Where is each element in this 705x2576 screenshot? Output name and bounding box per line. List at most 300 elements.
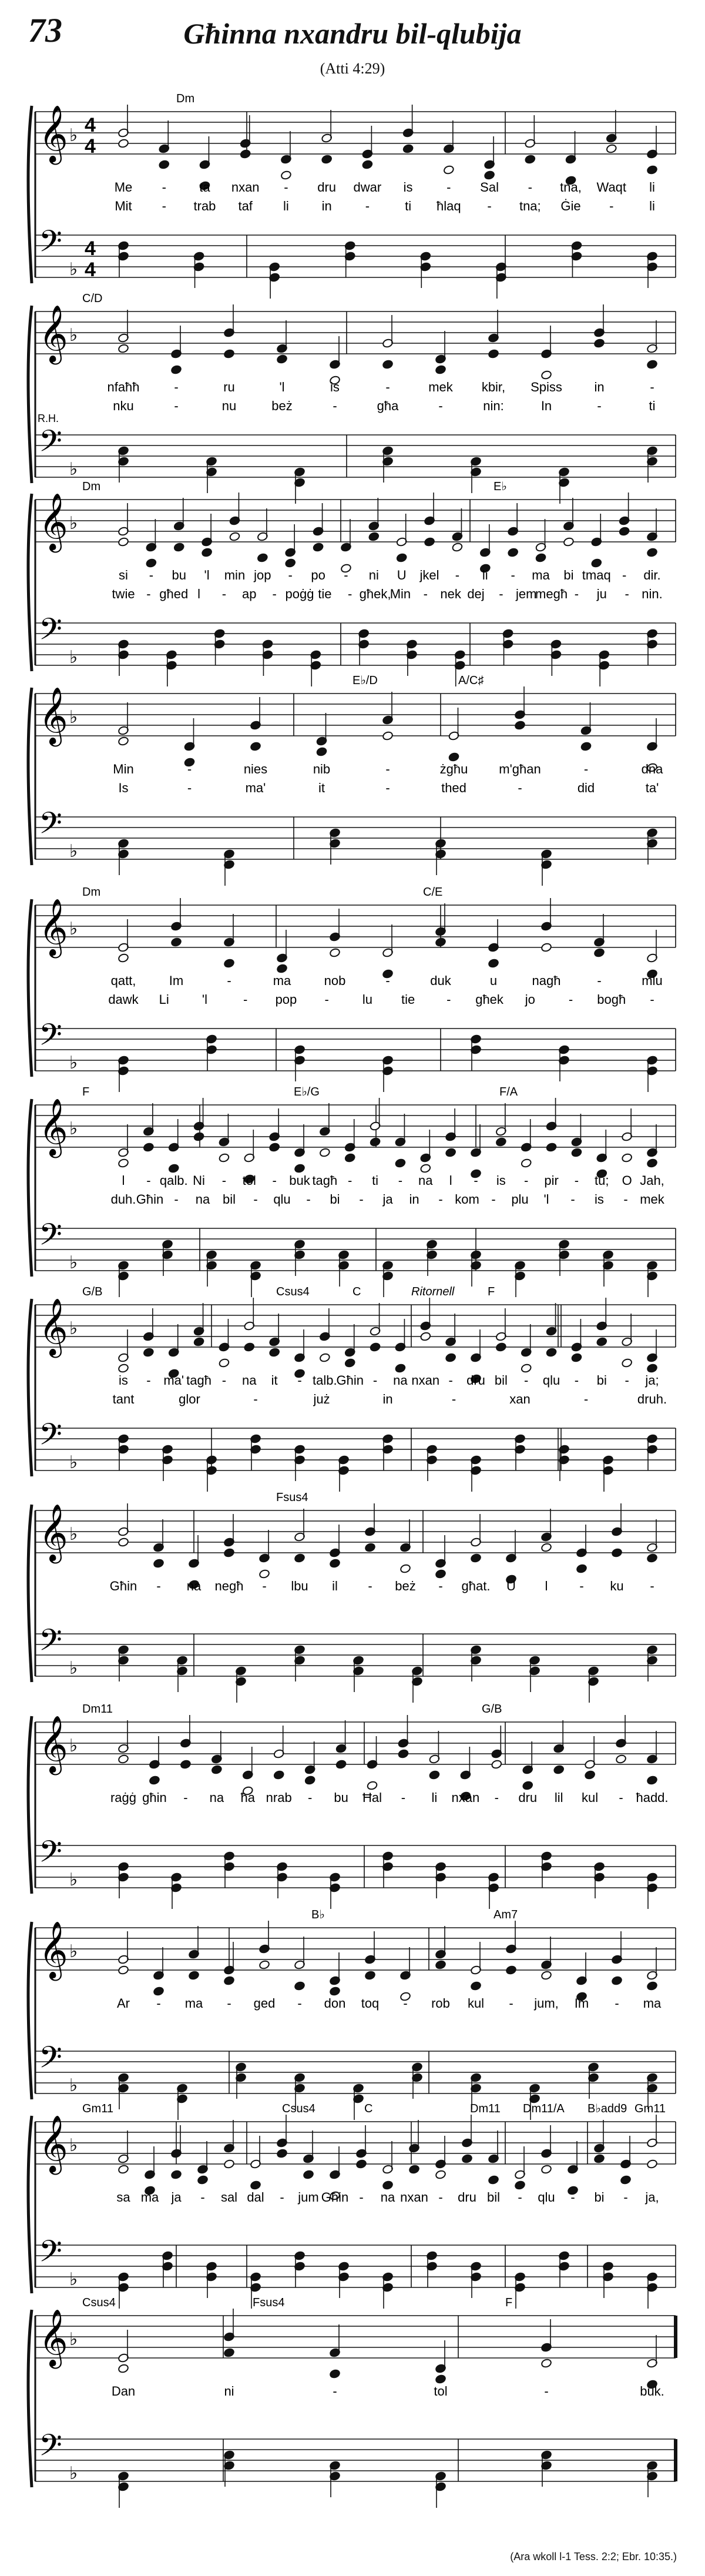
lyric-syllable-verse1: kul	[467, 1996, 485, 2011]
lyric-syllable-verse1: nib	[313, 762, 331, 776]
note-head	[223, 2159, 234, 2169]
system-brace	[28, 1299, 32, 1476]
lyric-syllable-verse1: -	[597, 973, 602, 988]
lyric-syllable-verse2: Għin	[136, 1192, 164, 1207]
lyric-syllable-verse1: -	[625, 1373, 629, 1388]
lyric-syllable-verse1: Spiss	[531, 380, 562, 394]
lyric-syllable-verse1: U	[506, 1579, 516, 1593]
system	[28, 674, 676, 886]
lyric-syllable-verse1: -	[570, 2190, 575, 2205]
note-head	[553, 1765, 565, 1775]
note-head	[435, 365, 446, 375]
lyric-syllable-verse1: qatt,	[110, 973, 136, 988]
note-head	[304, 1776, 315, 1786]
note-head	[611, 1976, 622, 1986]
note-head	[118, 1965, 129, 1975]
lyric-syllable-verse2: Is	[118, 780, 129, 795]
lyric-syllable-verse1: na	[418, 1173, 433, 1188]
lyric-syllable-verse1: -	[619, 1790, 623, 1805]
lyric-syllable-verse2: plu	[511, 1192, 529, 1207]
chord-symbol: Dm	[82, 886, 101, 899]
lyric-syllable-verse1: -	[227, 1996, 231, 2011]
lyric-syllable-verse1: tagħ	[186, 1373, 212, 1388]
lyric-syllable-verse1: Ħal	[362, 1790, 382, 1805]
key-signature-flat: ♭	[69, 1659, 78, 1678]
lyric-syllable-verse2: li	[283, 199, 289, 213]
lyric-syllable-verse1: na	[209, 1790, 224, 1805]
bass-clef: 𝄢	[39, 2235, 62, 2276]
lyric-syllable-verse1: na	[393, 1373, 408, 1388]
system-brace	[28, 899, 32, 1077]
scripture-reference: (Atti 4:29)	[320, 60, 385, 77]
note-head	[452, 542, 463, 552]
note-head	[488, 349, 499, 359]
system	[28, 1491, 676, 1703]
note-head	[329, 1987, 340, 1997]
lyric-syllable-verse1: għin	[142, 1790, 167, 1805]
note-head	[370, 1342, 381, 1352]
lyric-syllable-verse2: -	[583, 1392, 589, 1406]
note-head	[546, 1143, 557, 1153]
lyric-syllable-verse1: li	[649, 180, 655, 195]
note-head	[329, 1559, 340, 1569]
lyric-syllable-verse2: druh.	[637, 1392, 667, 1406]
lyric-syllable-verse2: -	[324, 992, 329, 1007]
lyric-syllable-verse1: kul	[582, 1790, 599, 1805]
note-head	[571, 1353, 582, 1363]
system	[28, 1908, 676, 2120]
note-head	[606, 144, 617, 154]
lyric-syllable-verse1: Min	[113, 762, 134, 776]
lyric-syllable-verse2: megħ	[535, 587, 568, 601]
lyric-syllable-verse1: po	[311, 568, 325, 582]
note-head	[448, 752, 459, 762]
lyric-syllable-verse1: sa	[116, 2190, 130, 2205]
lyric-syllable-verse1: -	[524, 1173, 529, 1188]
note-head	[269, 1348, 280, 1358]
chord-symbol: C	[364, 2102, 373, 2115]
chord-symbol: Dm	[176, 92, 195, 105]
lyric-syllable-verse1: rob	[431, 1996, 450, 2011]
note-head	[546, 1348, 557, 1358]
lyric-syllable-verse1: Ni	[193, 1173, 205, 1188]
key-signature-flat: ♭	[69, 514, 78, 533]
lyric-syllable-verse2: -	[487, 199, 492, 213]
note-head	[319, 1353, 330, 1363]
note-head	[118, 1537, 129, 1547]
time-signature-top: 4	[85, 114, 96, 136]
note-head	[240, 149, 251, 159]
lyric-syllable-verse2: xan	[509, 1392, 531, 1406]
lyric-syllable-verse1: -	[385, 380, 390, 394]
treble-clef: 𝄞	[39, 494, 68, 549]
treble-clef: 𝄞	[39, 2116, 68, 2171]
lyric-syllable-verse1: Im	[574, 1996, 589, 2011]
lyric-syllable-verse1: Għin	[336, 1373, 364, 1388]
system	[28, 2102, 676, 2309]
lyric-syllable-verse2: -	[518, 780, 522, 795]
lyric-syllable-verse1: -	[284, 180, 288, 195]
lyric-syllable-verse1: ma	[273, 973, 291, 988]
lyric-syllable-verse1: 'l	[279, 380, 285, 394]
lyric-syllable-verse1: ni	[368, 568, 379, 582]
lyric-syllable-verse1: -	[221, 1173, 227, 1188]
note-head	[593, 339, 605, 349]
lyric-syllable-verse2: in	[382, 1392, 393, 1406]
lyric-syllable-verse1: qalb.	[159, 1173, 188, 1188]
lyric-syllable-verse2: tie	[318, 587, 332, 601]
lyric-syllable-verse2: tna;	[519, 199, 541, 213]
lyric-syllable-verse1: is	[330, 380, 340, 394]
chord-symbol: A/C♯	[458, 674, 484, 687]
lyric-syllable-verse2: -	[623, 1192, 628, 1207]
note-head	[445, 1353, 456, 1363]
note-head	[170, 2170, 182, 2180]
note-head	[596, 1337, 607, 1347]
lyric-syllable-verse1: buk.	[640, 2384, 664, 2399]
note-head	[329, 948, 340, 958]
lyric-syllable-verse2: ap	[242, 587, 257, 601]
system-brace	[28, 494, 32, 671]
note-head	[408, 2165, 419, 2175]
lyric-syllable-verse1: ma	[140, 2190, 159, 2205]
bass-clef: 𝄢	[39, 1418, 62, 1459]
chord-symbol: E♭/D	[352, 674, 378, 687]
chord-symbol: Gm11	[82, 2102, 113, 2115]
note-head	[364, 1971, 375, 1981]
lyric-syllable-verse1: li	[431, 1790, 438, 1805]
note-head	[488, 2175, 499, 2185]
lyric-syllable-verse2: ta'	[645, 780, 659, 795]
note-head	[488, 959, 499, 969]
lyric-syllable-verse1: dru	[466, 1373, 485, 1388]
lyric-syllable-verse1: -	[398, 1173, 403, 1188]
chord-symbol: Dm11	[470, 2102, 501, 2115]
lyric-syllable-verse1: beż	[395, 1579, 416, 1593]
lyric-syllable-verse2: in	[321, 199, 332, 213]
note-head	[118, 344, 129, 354]
lyric-syllable-verse1: -	[280, 2190, 284, 2205]
note-head	[514, 721, 525, 731]
lyric-syllable-verse1: raġġ	[110, 1790, 137, 1805]
lyric-syllable-verse2: już	[313, 1392, 330, 1406]
lyric-syllable-verse2: 'l	[543, 1192, 549, 1207]
lyric-syllable-verse2: jem	[515, 587, 537, 601]
bass-clef: 𝄢	[39, 613, 62, 654]
lyric-syllable-verse1: -	[385, 762, 390, 776]
note-head	[149, 1776, 160, 1786]
key-signature-flat: ♭	[69, 2076, 78, 2095]
chord-symbol: C/D	[82, 292, 103, 305]
note-head	[367, 1781, 378, 1791]
system	[28, 1285, 676, 1492]
lyric-syllable-verse2: għek,	[359, 587, 391, 601]
note-head	[258, 1960, 270, 1970]
note-head	[435, 1569, 446, 1579]
lyric-syllable-verse1: ma'	[163, 1373, 184, 1388]
lyric-syllable-verse2: jo	[525, 992, 535, 1007]
lyric-syllable-verse1: dru	[317, 180, 337, 195]
lyric-syllable-verse2: ħlaq	[437, 199, 461, 213]
note-head	[173, 542, 184, 552]
lyric-syllable-verse2: in	[409, 1192, 419, 1207]
key-signature-flat: ♭	[69, 2136, 78, 2155]
lyric-syllable-verse1: ma	[643, 1996, 662, 2011]
key-signature-flat: ♭	[69, 1736, 78, 1756]
note-head	[257, 553, 268, 563]
lyric-syllable-verse2: poġġ	[285, 587, 314, 601]
note-head	[646, 2159, 657, 2169]
lyric-syllable-verse1: tna,	[560, 180, 582, 195]
note-head	[395, 1158, 406, 1168]
note-head	[118, 953, 129, 963]
note-head	[576, 1564, 587, 1574]
note-head	[316, 747, 327, 757]
lyric-syllable-verse1: nxan	[451, 1790, 480, 1805]
note-head	[622, 1358, 633, 1368]
lyric-syllable-verse2: dej	[467, 587, 485, 601]
note-head	[269, 1143, 280, 1153]
lyric-syllable-verse2: -	[568, 992, 573, 1007]
lyric-syllable-verse1: -	[149, 568, 154, 582]
note-head	[491, 1760, 502, 1770]
lyric-syllable-verse1: -	[288, 568, 293, 582]
lyric-syllable-verse1: dru	[458, 2190, 476, 2205]
lyric-syllable-verse2: -	[306, 1192, 311, 1207]
lyric-syllable-verse2: -	[272, 587, 277, 601]
note-head	[445, 1148, 456, 1158]
note-head	[143, 1143, 154, 1153]
lyric-syllable-verse1: duk	[430, 973, 451, 988]
lyric-syllable-verse2: nku	[113, 398, 134, 413]
lyric-syllable-verse2: duh.	[110, 1192, 136, 1207]
note-head	[223, 2348, 234, 2358]
lyric-syllable-verse2: taf	[238, 199, 253, 213]
system-brace	[28, 2116, 32, 2293]
system	[28, 1086, 676, 1297]
lyric-syllable-verse1: na	[242, 1373, 257, 1388]
chord-symbol: E♭	[494, 480, 507, 493]
note-head	[435, 937, 446, 947]
lyric-syllable-verse1: -	[385, 973, 390, 988]
note-head	[197, 2175, 208, 2185]
note-head	[364, 1543, 375, 1553]
note-head	[593, 948, 605, 958]
lyric-syllable-verse1: Għin	[321, 2190, 349, 2205]
lyric-syllable-verse2: għa	[377, 398, 399, 413]
lyric-syllable-verse2: thed	[441, 780, 466, 795]
note-head	[170, 365, 182, 375]
lyric-syllable-verse1: O	[622, 1173, 632, 1188]
note-head	[219, 1153, 230, 1163]
note-head	[250, 742, 261, 752]
note-head	[429, 1770, 440, 1780]
lyric-syllable-verse1: -	[403, 1996, 408, 2011]
lyric-syllable-verse2: -	[609, 199, 614, 213]
treble-clef: 𝄞	[39, 1716, 68, 1771]
lyric-syllable-verse1: -	[518, 2190, 522, 2205]
note-head	[319, 1148, 330, 1158]
lyric-syllable-verse2: bogħ	[597, 992, 626, 1007]
note-head	[329, 2369, 340, 2379]
note-head	[276, 964, 287, 974]
lyric-syllable-verse2: -	[348, 587, 352, 601]
lyric-syllable-verse2: ti	[405, 199, 412, 213]
lyric-syllable-verse2: nin:	[483, 398, 504, 413]
lyric-syllable-verse2: is	[595, 1192, 604, 1207]
note-head	[321, 155, 333, 165]
lyric-syllable-verse1: nagħ	[532, 973, 561, 988]
chord-symbol: Csus4	[282, 2102, 315, 2115]
time-signature-top: 4	[85, 237, 96, 260]
lyric-syllable-verse1: -	[146, 1373, 151, 1388]
lyric-syllable-verse2: għed	[159, 587, 189, 601]
note-head	[585, 1770, 596, 1780]
lyric-syllable-verse2: pop	[275, 992, 297, 1007]
lyric-syllable-verse1: tol	[434, 2384, 448, 2399]
note-head	[294, 1981, 305, 1991]
lyric-syllable-verse2: -	[253, 1392, 258, 1406]
lyric-syllable-verse1: m'għan	[499, 762, 541, 776]
lyric-syllable-verse1: bi	[596, 1373, 607, 1388]
system-brace	[28, 1716, 32, 1894]
lyric-syllable-verse2: -	[221, 587, 227, 601]
lyric-syllable-verse1: talb.	[313, 1373, 337, 1388]
note-head	[202, 548, 213, 558]
lyric-syllable-verse1: qlu	[542, 1373, 560, 1388]
system	[28, 2296, 676, 2508]
lyric-syllable-verse1: -	[297, 1996, 302, 2011]
note-head	[619, 527, 630, 537]
note-head	[118, 2165, 129, 2175]
note-head	[540, 2359, 552, 2369]
lyric-syllable-verse1: jkel	[419, 568, 439, 582]
lyric-syllable-verse2: -	[491, 1192, 496, 1207]
note-head	[280, 170, 291, 180]
lyric-syllable-verse2: it	[318, 780, 325, 795]
system-brace	[28, 688, 32, 865]
note-head	[382, 2180, 393, 2190]
lyric-syllable-verse1: mek	[428, 380, 453, 394]
lyric-syllable-verse1: -	[511, 568, 515, 582]
note-head	[620, 2175, 631, 2185]
note-head	[580, 742, 592, 752]
chord-symbol: F	[505, 2296, 513, 2309]
system-brace	[28, 306, 32, 483]
lyric-syllable-verse1: bi	[594, 2190, 605, 2205]
lyric-syllable-verse2: -	[174, 398, 179, 413]
note-head	[223, 1548, 234, 1558]
note-head	[250, 2180, 261, 2190]
note-head	[535, 553, 546, 563]
lyric-syllable-verse2: -	[574, 587, 579, 601]
lyric-syllable-verse1: nxan	[231, 180, 260, 195]
lyric-syllable-verse1: ni	[224, 2384, 234, 2399]
lyric-syllable-verse2: -	[451, 1392, 456, 1406]
lyric-syllable-verse2: -	[333, 398, 337, 413]
note-head	[118, 537, 129, 547]
system	[28, 480, 676, 686]
note-head	[646, 1981, 657, 1991]
key-signature-flat: ♭	[69, 1525, 78, 1544]
lyric-syllable-verse1: nxan	[400, 2190, 428, 2205]
chord-symbol: F/A	[499, 1086, 518, 1098]
note-head	[443, 165, 454, 175]
bass-clef: 𝄢	[39, 425, 62, 465]
key-signature-flat: ♭	[69, 842, 78, 861]
note-head	[170, 937, 182, 947]
lyric-syllable-verse2: -	[625, 587, 629, 601]
lyric-syllable-verse2: -	[253, 1192, 258, 1207]
lyric-syllable-verse1: -	[615, 1996, 619, 2011]
lyric-syllable-verse1: nxan	[411, 1373, 440, 1388]
note-head	[508, 548, 519, 558]
lyric-syllable-verse1: ma	[532, 568, 550, 582]
note-head	[525, 155, 536, 165]
note-head	[193, 1132, 204, 1142]
lyric-syllable-verse1: nfaħħ	[107, 380, 140, 394]
note-head	[522, 1781, 533, 1791]
lyric-syllable-verse2: trab	[193, 199, 216, 213]
key-signature-flat: ♭	[69, 1870, 78, 1890]
system	[28, 886, 676, 1092]
lyric-syllable-verse1: -	[622, 568, 627, 582]
system-brace	[28, 106, 32, 283]
chord-symbol: Dm11/A	[523, 2102, 565, 2115]
treble-clef: 𝄞	[39, 1505, 68, 1560]
lyric-syllable-verse1: -	[344, 568, 348, 582]
lyric-syllable-verse1: -	[183, 1790, 188, 1805]
lyric-syllable-verse1: -	[524, 1373, 529, 1388]
lyric-syllable-verse2: -	[423, 587, 428, 601]
song-title: Għinna nxandru bil-qlubija	[183, 17, 522, 50]
note-head	[420, 1164, 431, 1174]
note-head	[646, 165, 657, 175]
lyric-syllable-verse1: tu;	[595, 1173, 609, 1188]
lyric-syllable-verse2: bi	[330, 1192, 340, 1207]
lyric-syllable-verse1: -	[174, 380, 179, 394]
key-signature-flat: ♭	[69, 1453, 78, 1472]
bass-clef: 𝄢	[39, 2041, 62, 2082]
lyric-syllable-verse2: -	[597, 398, 602, 413]
lyric-syllable-verse1: is	[496, 1173, 506, 1188]
note-head	[646, 1158, 657, 1168]
lyric-syllable-verse1: dna	[641, 762, 663, 776]
lyric-syllable-verse1: -	[528, 180, 532, 195]
chord-symbol: B♭	[311, 1908, 325, 1921]
lyric-syllable-verse1: bil	[494, 1373, 508, 1388]
note-head	[368, 532, 380, 542]
chord-symbol: Gm11	[634, 2102, 666, 2115]
lyric-syllable-verse1: l	[545, 1579, 548, 1593]
lyric-syllable-verse2: tie	[401, 992, 415, 1007]
lyric-syllable-verse2: beż	[271, 398, 293, 413]
lyric-syllable-verse2: Ġie	[560, 199, 581, 213]
lyric-syllable-verse1: -	[187, 762, 192, 776]
lyric-syllable-verse1: jum	[298, 2190, 319, 2205]
note-head	[118, 1158, 129, 1168]
lyric-syllable-verse1: -	[494, 1790, 499, 1805]
lyric-syllable-verse1: Ar	[117, 1996, 130, 2011]
lyric-syllable-verse1: ti	[372, 1173, 379, 1188]
lyric-syllable-verse2: nu	[221, 398, 237, 413]
lyric-syllable-verse1: is	[119, 1373, 128, 1388]
lyric-syllable-verse1: lbu	[291, 1579, 308, 1593]
lyric-syllable-verse1: dal	[247, 2190, 264, 2205]
system-brace	[28, 1922, 32, 2099]
lyric-syllable-verse2: -	[499, 587, 503, 601]
system	[28, 292, 676, 504]
